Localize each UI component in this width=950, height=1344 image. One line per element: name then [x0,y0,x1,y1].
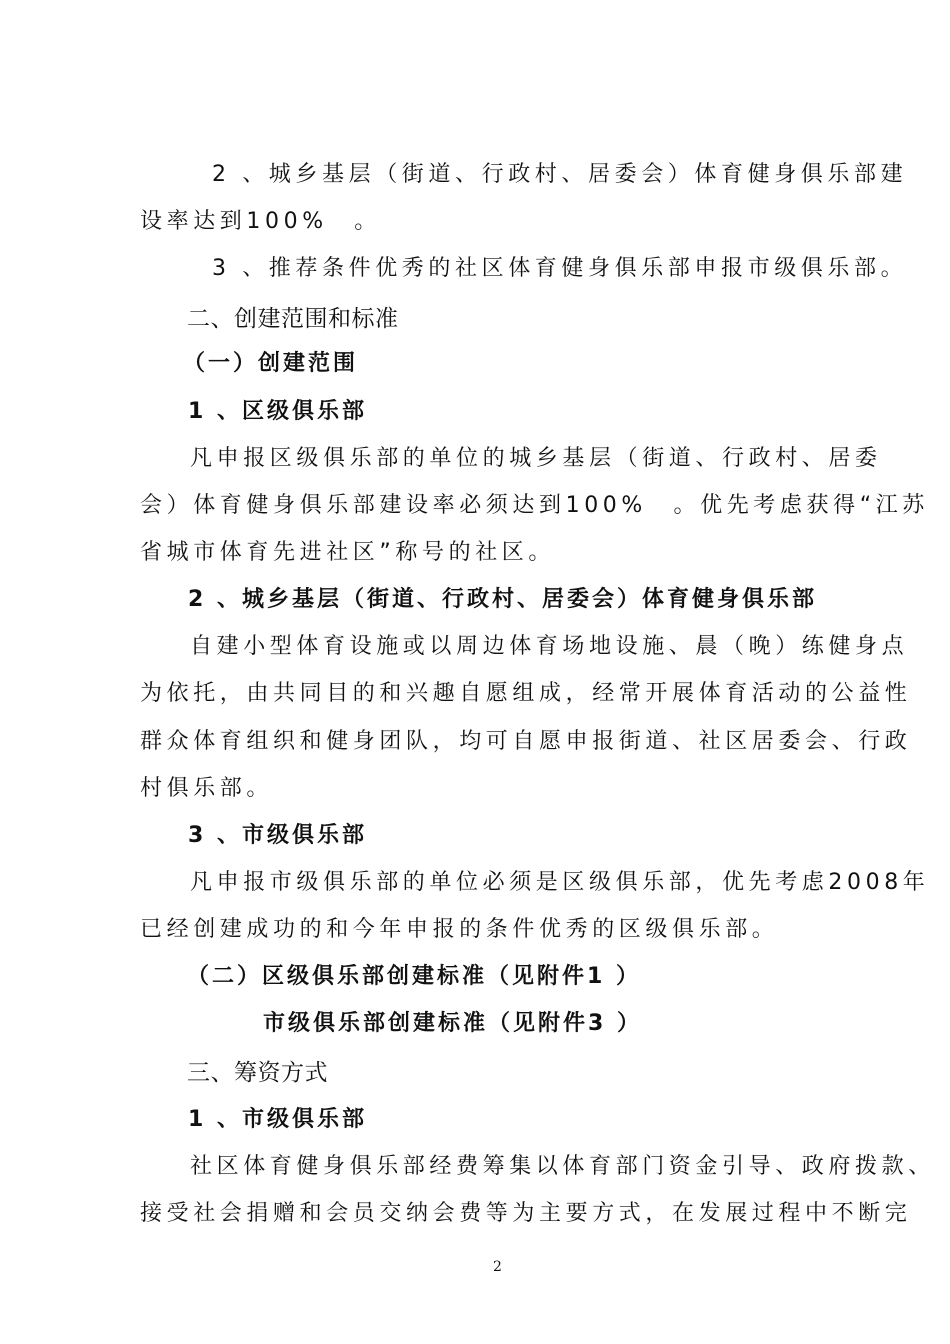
paragraph-line: 凡申报市级俱乐部的单位必须是区级俱乐部，优先考虑2008年 [190,870,930,895]
paragraph-line: 社区体育健身俱乐部经费筹集以体育部门资金引导、政府拨款、 [190,1154,935,1179]
subsection-heading: （二）区级俱乐部创建标准（见附件1 ） [187,964,641,989]
paragraph-line: 接受社会捐赠和会员交纳会费等为主要方式，在发展过程中不断完 [140,1201,912,1226]
section-heading: 三、筹资方式 [187,1060,328,1086]
item-heading: 1 、市级俱乐部 [188,1107,367,1132]
item-heading: 1 、区级俱乐部 [188,399,367,424]
paragraph-line: 为依托，由共同目的和兴趣自愿组成，经常开展体育活动的公益性 [140,681,912,706]
paragraph-line: 已经创建成功的和今年申报的条件优秀的区级俱乐部。 [140,917,779,942]
section-heading: 二、创建范围和标准 [187,306,399,332]
paragraph-line: 会）体育健身俱乐部建设率必须达到100% 。优先考虑获得“江苏 [140,493,929,518]
item-heading: 2 、城乡基层（街道、行政村、居委会）体育健身俱乐部 [188,587,817,612]
subsection-heading: （一）创建范围 [183,351,359,376]
paragraph-line: 自建小型体育设施或以周边体育场地设施、晨（晚）练健身点 [190,634,909,659]
item-heading: 3 、市级俱乐部 [188,823,367,848]
paragraph-line: 省城市体育先进社区”称号的社区。 [140,540,555,565]
paragraph-line: 凡申报区级俱乐部的单位的城乡基层（街道、行政村、居委 [190,446,882,471]
paragraph-line: 村俱乐部。 [140,776,274,801]
paragraph-line: 群众体育组织和健身团队，均可自愿申报街道、社区居委会、行政 [140,729,912,754]
subsection-heading: 市级俱乐部创建标准（见附件3 ） [263,1011,642,1036]
paragraph-line: 2 、城乡基层（街道、行政村、居委会）体育健身俱乐部建 [212,162,908,187]
paragraph-line: 设率达到100% 。 [140,209,381,234]
page-number: 2 [493,1259,502,1275]
paragraph-line: 3 、推荐条件优秀的社区体育健身俱乐部申报市级俱乐部。 [212,256,908,281]
